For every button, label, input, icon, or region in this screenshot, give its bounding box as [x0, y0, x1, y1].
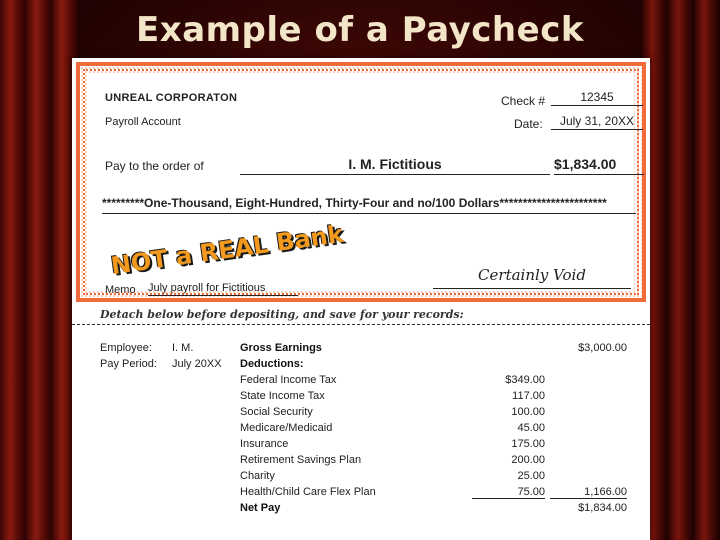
bank-logo: NOT a REAL Bank — [109, 219, 346, 281]
pay-period: July 20XX — [172, 358, 222, 370]
detach-line — [72, 324, 650, 325]
account-name: Payroll Account — [105, 116, 181, 128]
amount-in-words: *********One-Thousand, Eight-Hundred, Thirty-Four and no/100 Dollars*********************** — [102, 196, 636, 214]
deduction-name: Medicare/Medicaid — [240, 422, 333, 434]
deduction-amount: 100.00 — [511, 406, 545, 418]
deduction-amount: 200.00 — [511, 454, 545, 466]
deduction-amount: 117.00 — [512, 390, 545, 402]
pay-period-label: Pay Period: — [100, 358, 157, 370]
check-number-label: Check # — [501, 94, 546, 108]
employee-name: I. M. — [172, 342, 194, 354]
company-name: UNREAL CORPORATON — [105, 92, 238, 104]
paycheck-document — [72, 58, 650, 540]
check — [76, 62, 646, 302]
deduction-amount: 25.00 — [517, 470, 545, 482]
deduction-name: Insurance — [240, 438, 289, 450]
deduction-name: Charity — [240, 470, 275, 482]
deduction-name: Retirement Savings Plan — [240, 454, 362, 466]
check-amount: $1,834.00 — [554, 156, 644, 175]
deduction-name: Health/Child Care Flex Plan — [240, 486, 376, 498]
date-label: Date: — [514, 117, 543, 131]
deduction-name: Social Security — [240, 406, 313, 418]
signature: Certainly Void — [433, 266, 631, 289]
deductions-label: Deductions: — [240, 358, 304, 370]
check-number: 12345 — [551, 90, 643, 106]
deduction-amount: 75.00 — [472, 486, 545, 499]
detach-instruction: Detach below before depositing, and save for your records: — [100, 308, 464, 321]
curtain-right — [642, 0, 720, 540]
memo-value: July payroll for Fictitious — [148, 282, 298, 296]
deduction-amount: $349.00 — [505, 374, 545, 386]
pay-to-label: Pay to the order of — [105, 159, 204, 173]
net-pay-label: Net Pay — [240, 502, 281, 514]
check-date: July 31, 20XX — [551, 114, 643, 130]
deduction-name: Federal Income Tax — [240, 374, 337, 386]
employee-label: Employee: — [100, 342, 152, 354]
slide-title: Example of a Paycheck — [136, 10, 584, 50]
deduction-amount: 45.00 — [517, 422, 545, 434]
gross-earnings-amount: $3,000.00 — [578, 342, 627, 354]
memo-label: Memo — [105, 284, 136, 296]
payee-name: I. M. Fictitious — [240, 156, 550, 175]
total-deductions: 1,166.00 — [550, 486, 627, 499]
deduction-amount: 175.00 — [511, 438, 545, 450]
deduction-name: State Income Tax — [240, 390, 325, 402]
curtain-left — [0, 0, 78, 540]
net-pay-amount: $1,834.00 — [578, 502, 627, 514]
check-body — [88, 74, 635, 296]
gross-earnings-label: Gross Earnings — [240, 342, 322, 354]
